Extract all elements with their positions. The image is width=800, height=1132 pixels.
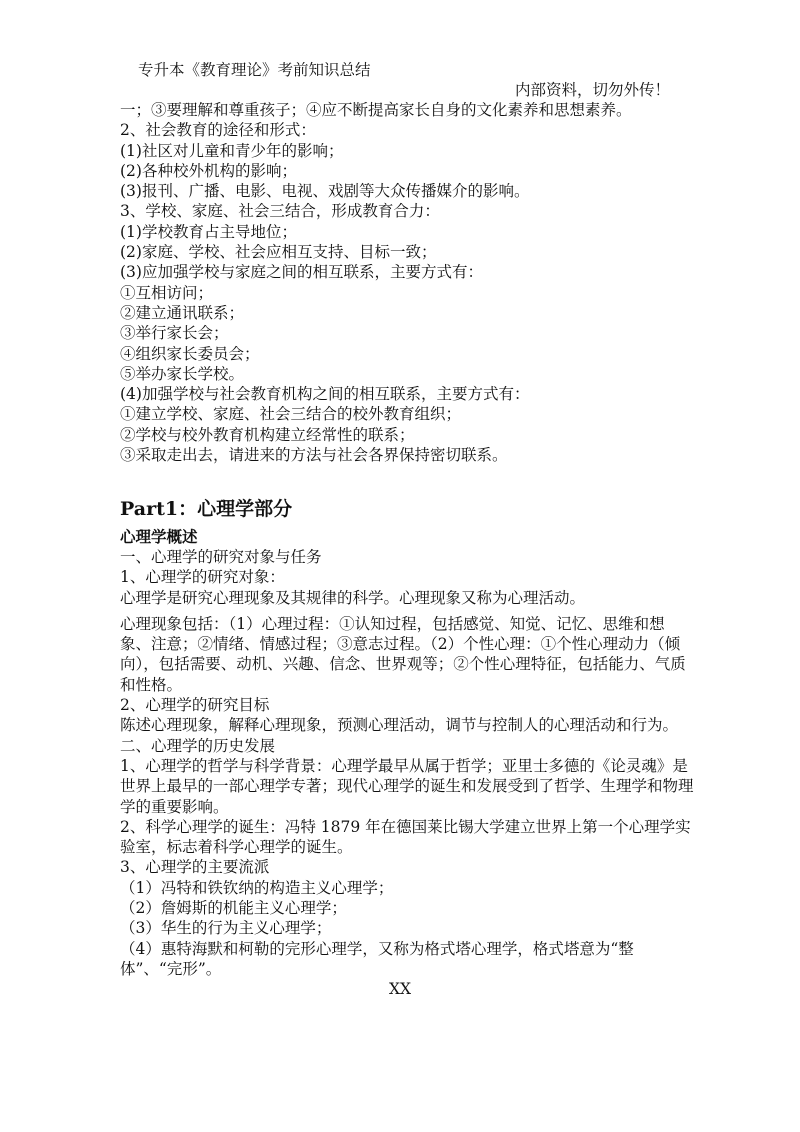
- text-line: (3)应加强学校与家庭之间的相互联系，主要方式有：: [120, 263, 483, 282]
- text-line: 3、心理学的主要流派: [120, 858, 270, 877]
- header-notice: 内部资料，切勿外传！: [515, 81, 671, 99]
- text-block-psychology: [120, 547, 695, 979]
- paragraph: 1、心理学的哲学与科学背景：心理学最早从属于哲学；亚里士多德的《论灵魂》是世界上最早的一部心理学专著；现代心理学的诞生和发展受到了哲学、生理学和物理学的重要影响。: [120, 756, 694, 816]
- text-line: ②学校与校外教育机构建立经常性的联系；: [120, 425, 415, 444]
- part-heading: Part1：心理学部分: [120, 498, 293, 520]
- text-line: 一、心理学的研究对象与任务: [120, 548, 322, 566]
- text-line: (2)家庭、学校、社会应相互支持、目标一致；: [120, 243, 437, 262]
- text-line: ②建立通讯联系；: [120, 303, 245, 322]
- text-line: 一；③要理解和尊重孩子；④应不断提高家长自身的文化素养和思想素养。: [120, 101, 632, 119]
- text-block-education: [120, 100, 695, 465]
- text-line: 3、学校、家庭、社会三结合，形成教育合力：: [120, 202, 440, 221]
- text-line: 2、社会教育的途径和形式：: [120, 121, 316, 140]
- text-line: (4)加强学校与社会教育机构之间的相互联系，主要方式有：: [120, 385, 530, 404]
- text-line: ③举行家长会；: [120, 324, 229, 343]
- text-line: ③采取走出去，请进来的方法与社会各界保持密切联系。: [120, 446, 508, 465]
- text-line: (1)学校教育占主导地位；: [120, 222, 297, 241]
- text-line: （2）詹姆斯的机能主义心理学；: [120, 899, 347, 918]
- section-heading: 心理学概述: [120, 527, 198, 546]
- text-line: 陈述心理现象，解释心理现象，预测心理活动，调节与控制人的心理活动和行为。: [120, 716, 679, 735]
- text-line: ④组织家长委员会；: [120, 344, 260, 363]
- text-line: 1、心理学的研究对象：: [120, 568, 285, 587]
- header-title: 专升本《教育理论》考前知识总结: [138, 61, 371, 79]
- page-number: XX: [388, 980, 412, 998]
- text-line: (3)报刊、广播、电影、电视、戏剧等大众传播媒介的影响。: [120, 182, 530, 201]
- paragraph: 2、科学心理学的诞生：冯特 1879 年在德国莱比锡大学建立世界上第一个心理学实验室，标志着科学心理学的诞生。: [120, 817, 691, 857]
- text-line: ①建立学校、家庭、社会三结合的校外教育组织；: [120, 405, 462, 424]
- text-line: 心理学是研究心理现象及其规律的科学。心理现象又称为心理活动。: [120, 588, 586, 607]
- text-line: （3）华生的行为主义心理学；: [120, 919, 332, 938]
- text-line: 二、心理学的历史发展: [120, 736, 276, 755]
- text-line: (2)各种校外机构的影响；: [120, 161, 297, 180]
- text-line: （1）冯特和铁钦纳的构造主义心理学；: [120, 878, 394, 897]
- text-line: 2、心理学的研究目标: [120, 696, 270, 715]
- paragraph: 心理现象包括：（1）心理过程：①认知过程，包括感觉、知觉、记忆、思维和想象、注意；②情绪、情感过程；③意志过程。（2）个性心理：①个性心理动力（倾向），包括需要、动机、兴趣、信念、世界观等；②个性心理特征，包括能力、气质和性格。: [120, 614, 686, 694]
- text-line: (1)社区对儿童和青少年的影响；: [120, 141, 344, 160]
- paragraph: （4）惠特海默和柯勒的完形心理学，又称为格式塔心理学，格式塔意为“整体”、“完形”。: [120, 939, 634, 978]
- text-line: ①互相访问；: [120, 283, 214, 302]
- text-line: ⑤举办家长学校。: [120, 364, 245, 383]
